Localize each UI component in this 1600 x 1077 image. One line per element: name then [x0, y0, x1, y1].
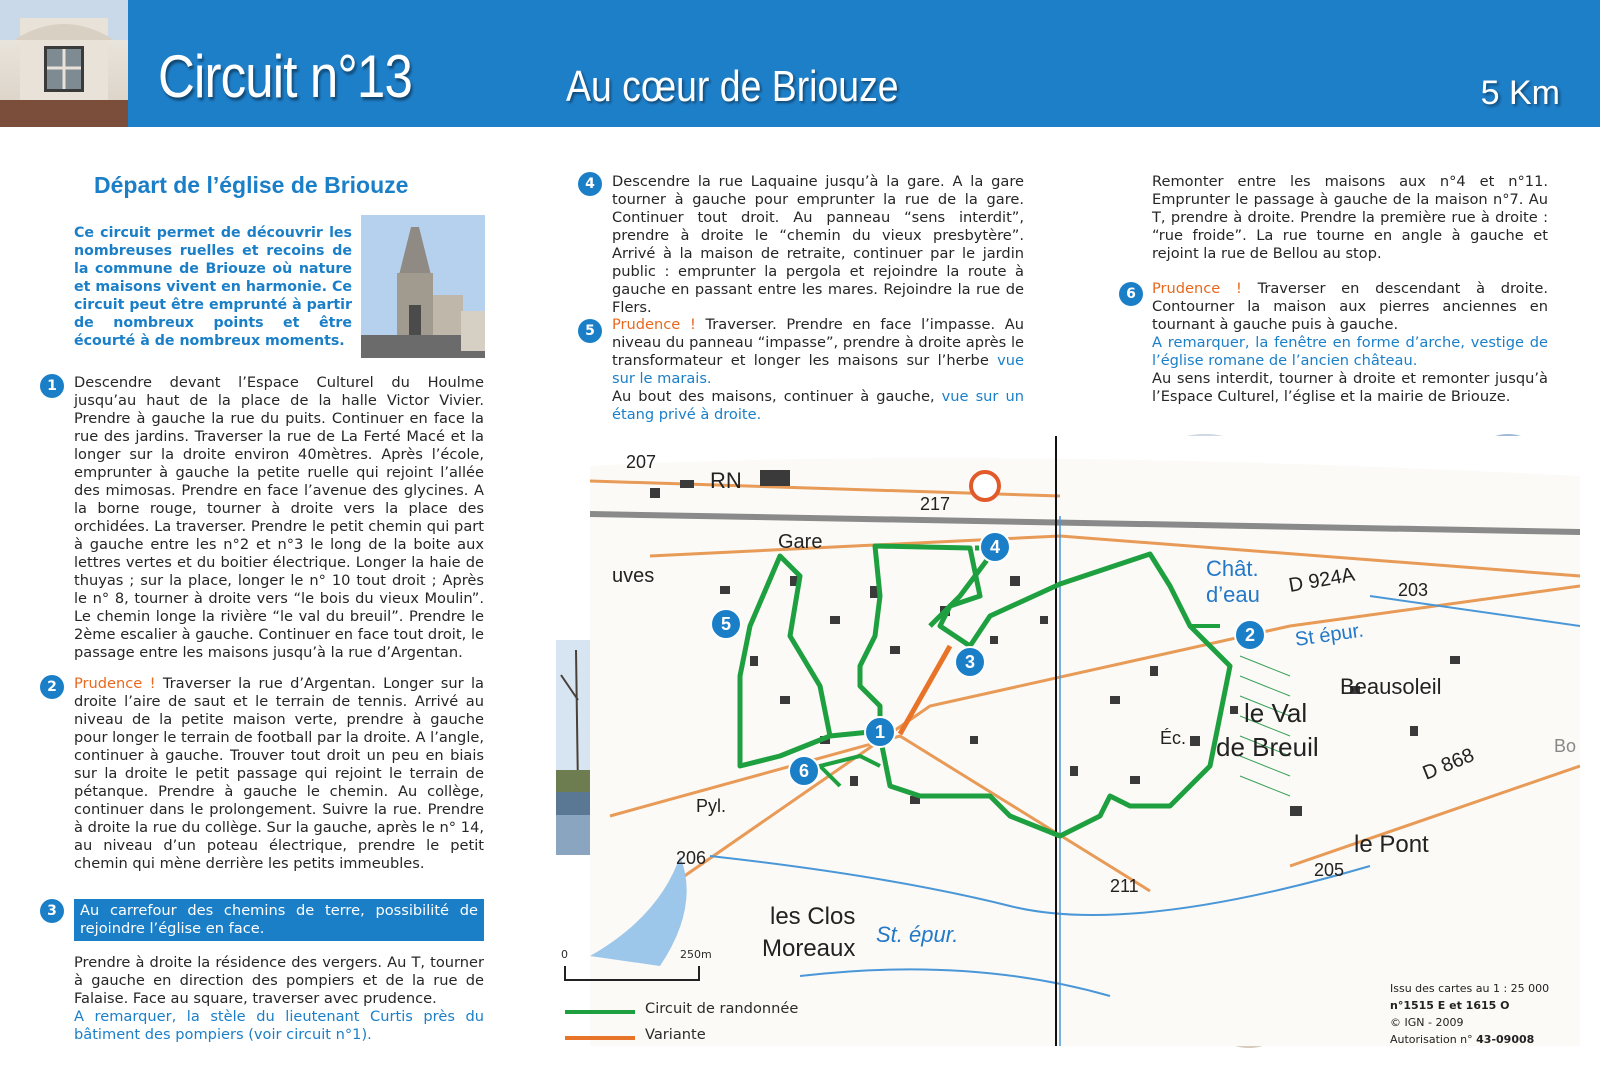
step-5-body: Traverser. Prendre en face l’impasse. Au niveau du panneau “impasse”, prendre à droite après le transformateur et longer les maisons sur l’herbe	[612, 316, 1024, 369]
header-house-photo	[0, 0, 128, 127]
step-1-text: Descendre devant l’Espace Culturel du Houlme jusqu’au haut de la place de la halle Victor Vivier. Prendre à gauche la rue du puits. Continuer en face la rue des jardins. Traverser la rue de La Ferté Macé et la longer sur la droite environ 40mètres. Après l’école, emprunter à gauche la petite ruelle qui rejoint l’allée des mimosas. Prendre en face l’avenue des glycines. A la borne rouge, tourner à droite vers la place des orchidées. La traverser. Prendre le petit chemin qui part à gauche entre les n°2 et n°3 le long de la boite aux lettres vertes et du boitier électrique. Longer la haie de thuyas ; sur la place, longer le n° 10 tout droit ; Après le n° 8, tourner à droite vers “le bois du vieux Moulin”. Le chemin longe la rivière “le val du breuil”. Prendre le 2ème escalier à gauche. Continuer en face tout droit, le passage entre les maisons jusqu’à la rue d’Argentan.	[74, 374, 484, 661]
svg-text:1: 1	[874, 722, 886, 742]
map-label-203: 203	[1398, 580, 1429, 600]
step-6-intro: Remonter entre les maisons aux n°4 et n°11. Emprunter le passage à gauche de la maison n°7. Au T, prendre à droite. Prendre la première rue à droite : “rue froide”. La rue tourne en angle à gauche et rejoint la rue de Bellou au stop.	[1152, 173, 1548, 262]
prudence-label: Prudence !	[612, 316, 696, 333]
map-label-d924a: D 924A	[1287, 563, 1357, 597]
step-marker-3: 3	[40, 899, 64, 923]
credits-line-4-value: 43-09008	[1476, 1033, 1535, 1046]
step-5-text	[612, 316, 1024, 424]
map-marker-5	[711, 609, 741, 639]
scale-bar	[563, 962, 703, 984]
intro-text: Ce circuit permet de découvrir les nombreuses ruelles et recoins de la commune de Briouze où nature et maisons vivent en harmonie. Ce circuit peut être emprunté à partir de nombreux points et être écourté à de nombreux moments.	[74, 225, 352, 349]
scale-start-label: 0	[561, 948, 568, 961]
map-label-211: 211	[1110, 876, 1139, 896]
step-2-text	[74, 675, 484, 873]
credits-line-3: © IGN - 2009	[1390, 1016, 1464, 1029]
prudence-label: Prudence !	[1152, 280, 1242, 297]
map-label-st-epur-2: St. épur.	[876, 922, 959, 947]
map-label-207: 207	[626, 452, 657, 472]
step-3-text	[74, 954, 484, 1044]
map-label-ec: Éc.	[1160, 728, 1187, 748]
header-banner	[0, 0, 1600, 127]
step-5-view-marsh: vue sur le marais.	[612, 352, 1024, 387]
credits-line-1: Issu des cartes au 1 : 25 000	[1390, 982, 1550, 995]
map-label-206: 206	[676, 848, 707, 868]
page-title: Circuit n°13	[158, 43, 412, 110]
step-marker-4: 4	[578, 172, 602, 196]
step-5-body-2: Au bout des maisons, continuer à gauche,	[612, 388, 935, 405]
map-label-beausoleil: Beausoleil	[1340, 674, 1442, 699]
step-5-view-pond: vue sur un étang privé à droite.	[612, 388, 1024, 423]
map-marker-1	[865, 717, 895, 747]
map-label-st-epur-1: St épur.	[1293, 619, 1365, 651]
step-3-body: Prendre à droite la résidence des vergers. Au T, tourner à gauche en direction des pompiers et de la rue de Falaise. Face au square, traverser avec prudence.	[74, 954, 484, 1007]
map-label-le-val: le Val	[1244, 698, 1308, 728]
svg-text:3: 3	[964, 652, 976, 672]
step-3-highlight: Au carrefour des chemins de terre, possibilité de rejoindre l’église en face.	[74, 899, 484, 941]
legend-variant-label: Variante	[645, 1026, 706, 1043]
credits-line-4-prefix: Autorisation n°	[1390, 1033, 1473, 1046]
step-6-text	[1152, 280, 1548, 406]
map-label-205: 205	[1314, 860, 1345, 880]
map-label-gare: Gare	[778, 531, 823, 553]
svg-text:5: 5	[720, 614, 732, 634]
route-map	[590, 436, 1580, 1046]
map-label-bo: Bo	[1554, 736, 1577, 756]
distance-label: 5 Km	[1480, 74, 1560, 112]
page-subtitle: Au cœur de Briouze	[566, 62, 899, 111]
map-label-le-pont: le Pont	[1354, 831, 1429, 858]
legend-route-swatch	[565, 1010, 635, 1014]
map-label-217: 217	[920, 494, 951, 514]
svg-text:6: 6	[798, 761, 810, 781]
map-label-uves: uves	[612, 565, 655, 587]
section-title: Départ de l’église de Briouze	[94, 172, 409, 198]
map-label-de-breuil: de Breuil	[1216, 732, 1319, 762]
church-photo	[361, 215, 485, 358]
step-2-body: Traverser la rue d’Argentan. Longer sur la droite l’aire de saut et le terrain de tennis. Arrivé au niveau de la petite maison verte, prendre à gauche pour longer le terrain de football par la droite. A l’angle, continuer à gauche. Trouver tout droit un peu en biais sur la droite le petit passage qui rejoint le terrain de pétanque. Prendre à gauche le chemin. Au collège, continuer dans le prolongement. Suivre la rue. Prendre à droite la rue du collège. Sur la gauche, après le n° 14, au niveau d’un poteau électrique, prendre le petit chemin qui mène derrière les petits immeubles.	[74, 675, 484, 872]
map-marker-2	[1235, 620, 1265, 650]
step-marker-6: 6	[1119, 282, 1143, 306]
credits-line-2: n°1515 E et 1615 O	[1390, 999, 1510, 1012]
map-credits	[1390, 980, 1549, 1048]
map-marker-4	[980, 532, 1010, 562]
map-label-deau: d’eau	[1206, 582, 1260, 607]
scale-end-label: 250m	[680, 948, 712, 961]
prudence-label: Prudence !	[74, 675, 156, 692]
map-marker-3	[955, 647, 985, 677]
step-6-body: Traverser en descendant à droite. Contourner la maison aux pierres anciennes en tournant à gauche puis à gauche.	[1152, 280, 1548, 333]
map-label-rn: RN	[710, 468, 742, 493]
map-label-chat: Chât.	[1206, 556, 1259, 581]
legend-variant-swatch	[565, 1036, 635, 1040]
step-4-text: Descendre la rue Laquaine jusqu’à la gare. A la gare tourner à gauche pour emprunter la rue de la gare. Continuer tout droit. Au panneau “sens interdit”, prendre à droite le “chemin du vieux presbytère”. Arrivé à la maison de retraite, continuer par le jardin public : emprunter la pergola et rejoindre la route à gauche en passant entre les mares. Rejoindre la rue de Flers.	[612, 173, 1024, 316]
map-label-pyl: Pyl.	[696, 796, 727, 816]
step-marker-1: 1	[40, 374, 64, 398]
map-label-d868: D 868	[1419, 744, 1478, 785]
step-marker-5: 5	[578, 319, 602, 343]
map-label-les-clos: les Clos	[770, 903, 856, 930]
step-marker-2: 2	[40, 675, 64, 699]
svg-text:2: 2	[1244, 625, 1256, 645]
map-label-moreaux: Moreaux	[762, 935, 856, 962]
map-marker-6	[789, 756, 819, 786]
step-6-remark: A remarquer, la fenêtre en forme d’arche, vestige de l’église romane de l’ancien château.	[1152, 334, 1548, 369]
legend-route-label: Circuit de randonnée	[645, 1000, 799, 1017]
step-6-body-2: Au sens interdit, tourner à droite et remonter jusqu’à l’Espace Culturel, l’église et la mairie de Briouze.	[1152, 370, 1548, 405]
svg-text:4: 4	[989, 537, 1001, 557]
step-3-remark: A remarquer, la stèle du lieutenant Curtis près du bâtiment des pompiers (voir circuit n°1).	[74, 1008, 484, 1043]
